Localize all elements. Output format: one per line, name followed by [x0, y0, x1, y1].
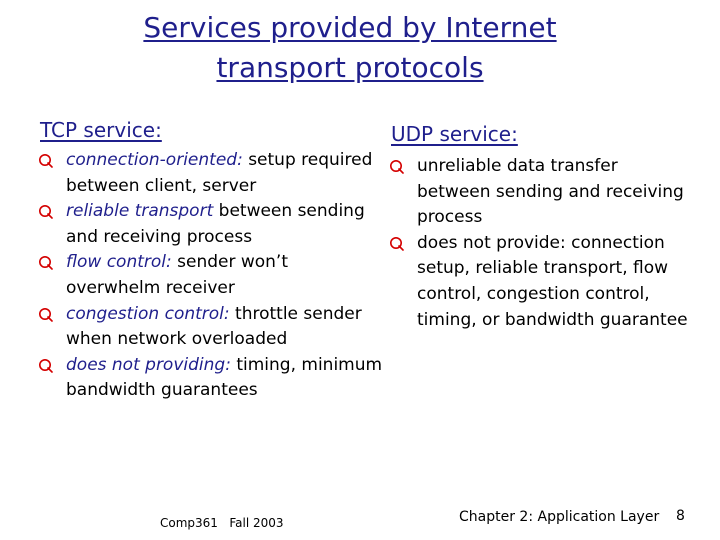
q-bullet-icon [38, 254, 54, 270]
udp-bullet-item [389, 154, 694, 231]
tcp-bullet-text: timing, minimum bandwidth guarantees [66, 354, 383, 401]
tcp-bullet-text: throttle sender when network overloaded [66, 303, 362, 350]
slide-title-line-2: transport protocols [216, 51, 484, 84]
q-bullet-icon [389, 235, 405, 251]
udp-heading: UDP service: [391, 122, 518, 146]
tcp-bullet-item [38, 302, 383, 353]
q-bullet-icon [38, 357, 54, 373]
tcp-heading: TCP service: [40, 118, 162, 142]
tcp-bullet-term: congestion control: [66, 303, 230, 324]
udp-bullet-text: unreliable data transfer between sending and receiving process [417, 156, 684, 228]
tcp-bullet-term: connection-oriented: [66, 150, 243, 170]
tcp-bullet-item [38, 148, 383, 199]
udp-bullet-list [389, 154, 694, 333]
tcp-bullet-item [38, 199, 383, 250]
footer-course: Comp361 Fall 2003 [160, 516, 284, 530]
udp-bullet-text: does not provide: connection setup, reliable transport, flow control, congestion control, timing, or bandwidth guarantee [417, 232, 688, 330]
page-number: 8 [676, 508, 685, 524]
tcp-bullet-text: sender won’t overwhelm receiver [66, 252, 289, 298]
tcp-bullet-list [38, 148, 383, 404]
q-bullet-icon [38, 152, 54, 168]
q-bullet-icon [389, 158, 405, 174]
q-bullet-icon [38, 306, 54, 322]
tcp-bullet-text: setup required between client, server [66, 150, 373, 196]
tcp-bullet-term: reliable transport [66, 201, 214, 222]
tcp-bullet-term: does not providing: [66, 354, 231, 375]
slide-title [0, 8, 700, 88]
q-bullet-icon [38, 203, 54, 219]
tcp-bullet-term: flow control: [66, 252, 172, 273]
udp-bullet-item [389, 231, 694, 333]
tcp-bullet-item [38, 250, 383, 301]
slide-title-line-1: Services provided by Internet [143, 11, 557, 44]
tcp-bullet-text: between sending and receiving process [66, 201, 365, 247]
tcp-bullet-item [38, 353, 383, 404]
footer-chapter: Chapter 2: Application Layer [459, 509, 660, 525]
